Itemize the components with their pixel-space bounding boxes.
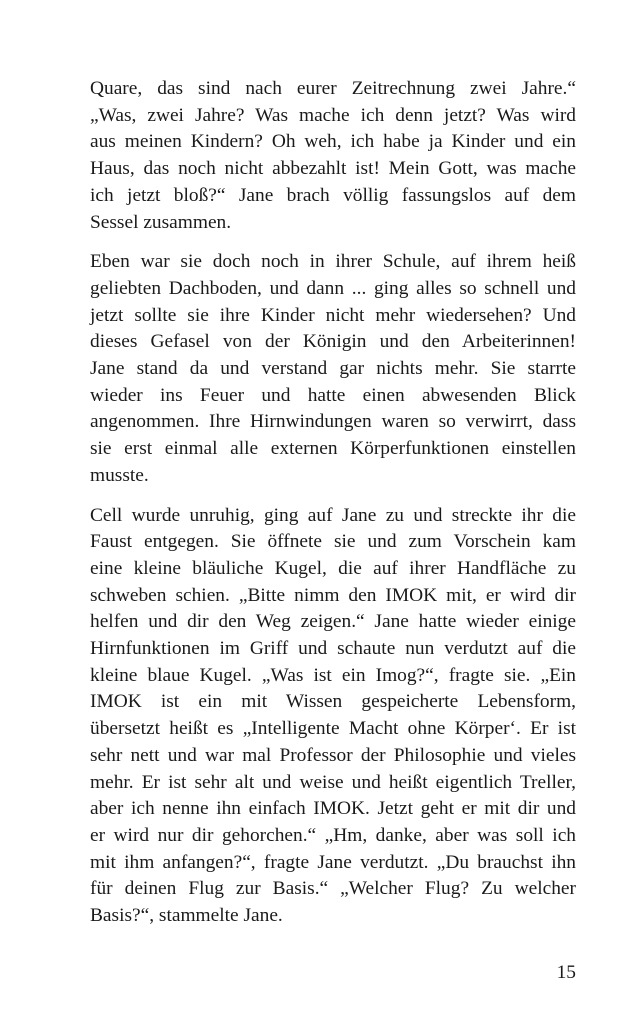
text-line: sie erst einmal alle externen Körperfunktionen einstellen: [90, 438, 576, 460]
paragraph-2: [90, 249, 576, 489]
text-line: eine kleine bläuliche Kugel, die auf ihrer Handfläche zu: [90, 557, 576, 579]
text-line: Jane stand da und verstand gar nichts mehr. Sie starrte: [90, 358, 576, 380]
text-line: geliebten Dachboden, und dann ... ging alles so schnell und: [90, 277, 576, 299]
paragraph-1: [90, 76, 576, 236]
text-line: aber ich nenne ihn einfach IMOK. Jetzt geht er mit dir und: [90, 798, 576, 820]
text-line: Eben war sie doch noch in ihrer Schule, auf ihrem heiß: [90, 251, 576, 273]
text-line: kleine blaue Kugel. „Was ist ein Imog?“, fragte sie. „Ein: [90, 664, 576, 686]
text-line: angenommen. Ihre Hirnwindungen waren so verwirrt, dass: [90, 411, 576, 433]
text-line: IMOK ist ein mit Wissen gespeicherte Lebensform,: [90, 691, 576, 713]
text-line: er wird nur dir gehorchen.“ „Hm, danke, aber was soll ich: [90, 824, 576, 846]
text-line: Faust entgegen. Sie öffnete sie und zum Vorschein kam: [90, 531, 576, 553]
text-line: mehr. Er ist sehr alt und weise und heißt eigentlich Treller,: [90, 771, 576, 793]
text-line: dieses Gefasel von der Königin und den Arbeiterinnen!: [90, 331, 576, 353]
text-line: helfen und dir den Weg zeigen.“ Jane hatte wieder einige: [90, 611, 576, 633]
text-line: Hirnfunktionen im Griff und schaute nun verdutzt auf die: [90, 638, 576, 660]
text-line: musste.: [90, 464, 149, 486]
text-line: wieder ins Feuer und hatte einen abwesenden Blick: [90, 384, 576, 406]
page-number: 15: [556, 962, 576, 983]
text-line: mit ihm anfangen?“, fragte Jane verdutzt. „Du brauchst ihn: [90, 851, 576, 873]
body-text: [90, 76, 576, 943]
text-line: aus meinen Kindern? Oh weh, ich habe ja Kinder und ein: [90, 131, 576, 153]
text-line: Sessel zusammen.: [90, 211, 232, 233]
text-line: Haus, das noch nicht abbezahlt ist! Mein Gott, was mache: [90, 158, 576, 180]
text-line: Basis?“, stammelte Jane.: [90, 905, 283, 927]
text-line: schweben schien. „Bitte nimm den IMOK mit, er wird dir: [90, 584, 576, 606]
text-line: Cell wurde unruhig, ging auf Jane zu und streckte ihr die: [90, 504, 576, 526]
text-line: für deinen Flug zur Basis.“ „Welcher Flug? Zu welcher: [90, 878, 576, 900]
text-line: übersetzt heißt es „Intelligente Macht ohne Körper‘. Er ist: [90, 718, 576, 740]
text-line: sehr nett und war mal Professor der Philosophie und vieles: [90, 744, 576, 766]
text-line: „Was, zwei Jahre? Was mache ich denn jetzt? Was wird: [90, 104, 576, 126]
paragraph-3: [90, 503, 576, 930]
text-line: ich jetzt bloß?“ Jane brach völlig fassungslos auf dem: [90, 184, 576, 206]
text-line: Quare, das sind nach eurer Zeitrechnung zwei Jahre.“: [90, 78, 576, 99]
text-line: jetzt sollte sie ihre Kinder nicht mehr wiedersehen? Und: [90, 304, 576, 326]
